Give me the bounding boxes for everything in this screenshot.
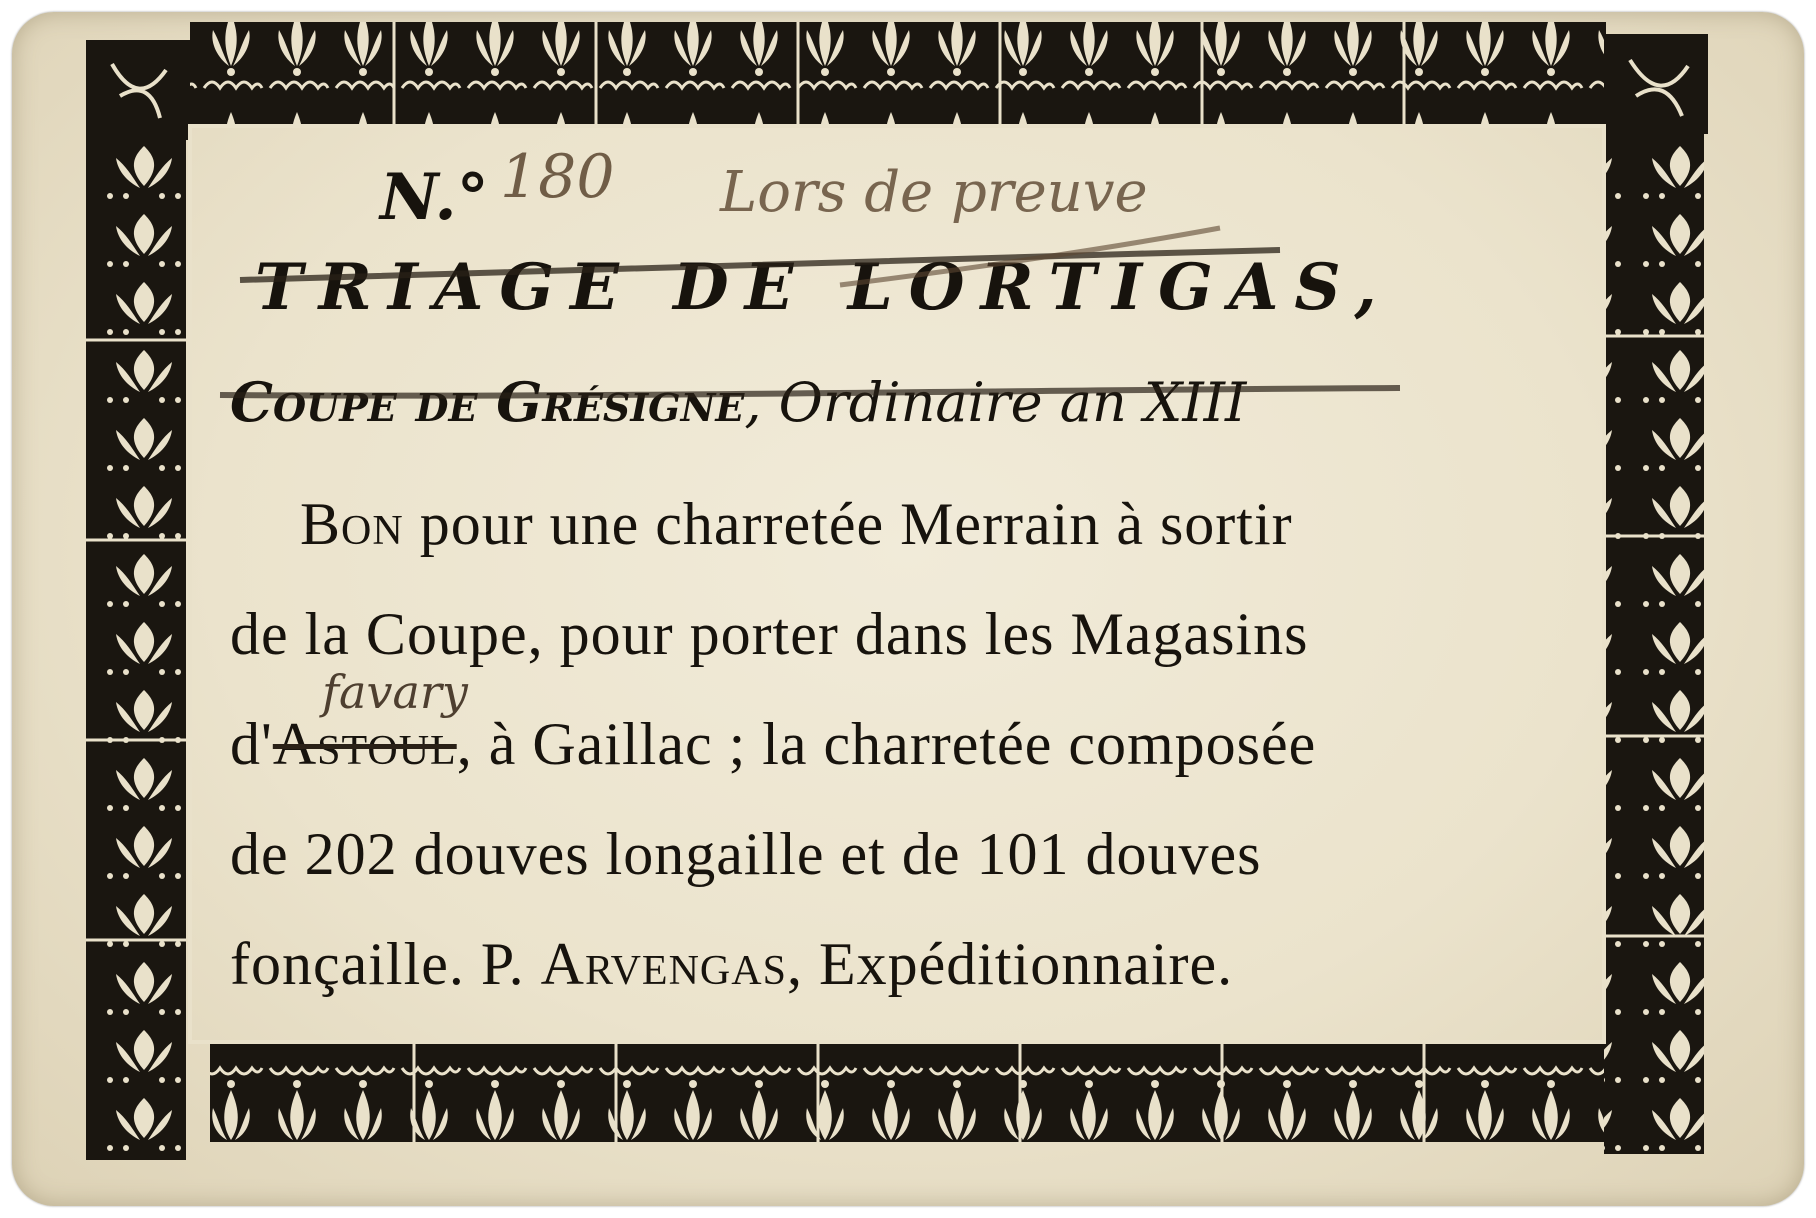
body-line-5: [230, 930, 1233, 999]
body-line-1-caps: Bon: [300, 491, 404, 557]
top-border-band: [190, 22, 1606, 126]
body-line-5-start: fonçaille. P.: [230, 931, 541, 997]
voucher-text-panel: [200, 120, 1620, 1040]
number-label: N.°: [380, 160, 489, 235]
body-line-1: [300, 490, 1293, 559]
handwritten-number: 180: [500, 142, 615, 212]
bottom-border-band: [210, 1042, 1622, 1142]
voucher-title: TRIAGE DE LORTIGAS,: [255, 250, 1393, 325]
body-line-1-rest: pour une charretée Merrain à sortir: [403, 491, 1293, 557]
struck-merchant-name: Astoul: [272, 711, 457, 777]
subtitle-forest: Coupe de Grésigne: [230, 370, 745, 434]
handwritten-note: Lors de preuve: [720, 160, 1148, 225]
handwritten-correction: favary: [322, 665, 468, 719]
body-line-3-prefix: d': [230, 711, 273, 777]
body-line-3: [230, 710, 1316, 779]
body-line-4: de 202 douves longaille et de 101 douves: [230, 821, 1262, 887]
signatory-name: Arvengas: [540, 931, 787, 997]
subtitle-year: , Ordinaire an XIII: [744, 371, 1247, 434]
body-line-5-end: , Expéditionnaire.: [786, 931, 1234, 997]
left-border-band: [86, 40, 186, 1160]
body-line-3-rest: , à Gaillac ; la charretée composée: [456, 711, 1317, 777]
body-line-2: de la Coupe, pour porter dans les Magasins: [230, 601, 1309, 667]
voucher-subtitle: [230, 370, 1246, 434]
